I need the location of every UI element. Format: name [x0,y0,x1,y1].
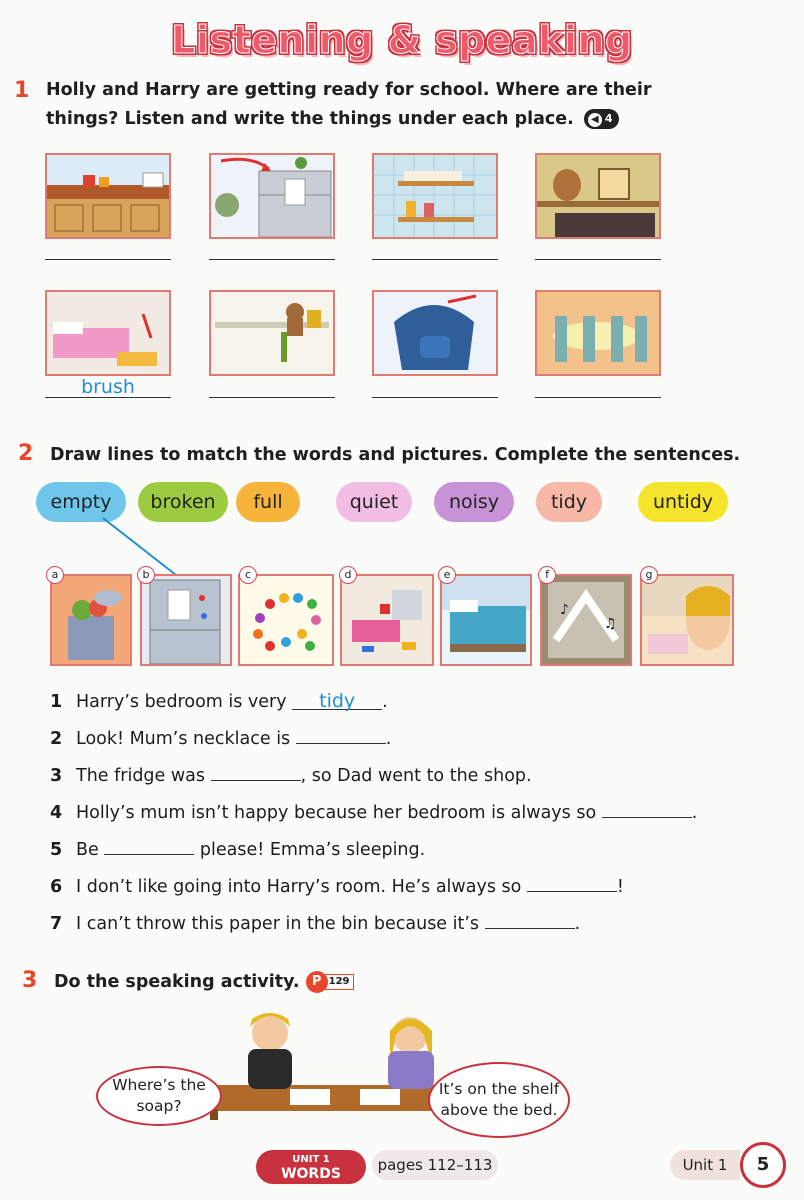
exercise-1-instruction-line2: things? Listen and write the things under each place. [46,109,574,129]
unit-words-badge[interactable]: UNIT 1 WORDS [256,1150,366,1184]
answer-text-5: brush [81,376,135,398]
page-number: 5 [740,1142,786,1188]
word-cloud-untidy[interactable]: untidy [638,482,728,522]
sentence-2-blank[interactable] [296,727,386,744]
picture-label-e: e [438,566,456,584]
picture-b [140,574,232,666]
word-cloud-empty[interactable]: empty [36,482,126,522]
exercise-1-number: 1 [14,78,30,103]
word-cloud-noisy[interactable]: noisy [434,482,514,522]
word-cloud-quiet[interactable]: quiet [336,482,412,522]
sentence-7-blank[interactable] [485,912,575,929]
speaker-icon: ◀ [588,113,602,127]
svg-text:♪: ♪ [560,602,569,618]
speaking-activity-badge[interactable]: P [306,971,328,993]
speaking-activity-page: 129 [325,974,354,990]
picture-label-g: g [640,566,658,584]
pages-reference: pages 112–113 [372,1150,498,1180]
sentence-1: 1 Harry’s bedroom is very tidy . [50,690,388,712]
unit-label: Unit 1 [670,1150,740,1180]
picture-e [440,574,532,666]
picture-f [540,574,632,666]
word-cloud-broken[interactable]: broken [138,482,228,522]
word-cloud-full[interactable]: full [236,482,300,522]
svg-text:♫: ♫ [604,616,617,632]
sentence-6: 6 I don’t like going into Harry’s room. He’s always so ! [50,877,624,897]
picture-a [50,574,132,666]
sentence-1-blank[interactable]: tidy [292,693,382,710]
exercise-3-instruction-row [54,968,354,997]
picture-d [340,574,434,666]
sentence-6-blank[interactable] [527,875,617,892]
picture-g [640,574,734,666]
word-cloud-tidy[interactable]: tidy [536,482,602,522]
picture-label-f: f [538,566,556,584]
picture-label-b: b [137,566,155,584]
audio-track-number: 4 [604,112,613,125]
sentence-2: 2 Look! Mum’s necklace is . [50,729,392,749]
picture-label-c: c [239,566,257,584]
exercise-1-instruction-line1: Holly and Harry are getting ready for school. Where are their [46,80,652,100]
page-title: Listening & speaking [171,18,633,62]
exercise-3-number: 3 [22,968,38,993]
speech-bubble-right: It’s on the shelf above the bed. [428,1062,570,1138]
exercise-2-number: 2 [18,441,34,466]
exercise-3-instruction: Do the speaking activity. [54,972,300,992]
sentence-7: 7 I can’t throw this paper in the bin because it’s . [50,914,581,934]
sentence-5: 5 Be please! Emma’s sleeping. [50,840,426,860]
picture-label-a: a [46,566,64,584]
sentence-5-blank[interactable] [104,838,194,855]
picture-c [238,574,334,666]
sentence-4-blank[interactable] [602,801,692,818]
sentence-4: 4 Holly’s mum isn’t happy because her bedroom is always so . [50,803,698,823]
picture-label-d: d [339,566,357,584]
sentence-3: 3 The fridge was , so Dad went to the shop. [50,766,532,786]
exercise-2-instruction: Draw lines to match the words and pictures. Complete the sentences. [50,445,741,465]
speech-bubble-left: Where’s the soap? [96,1066,222,1126]
sentence-3-blank[interactable] [211,764,301,781]
